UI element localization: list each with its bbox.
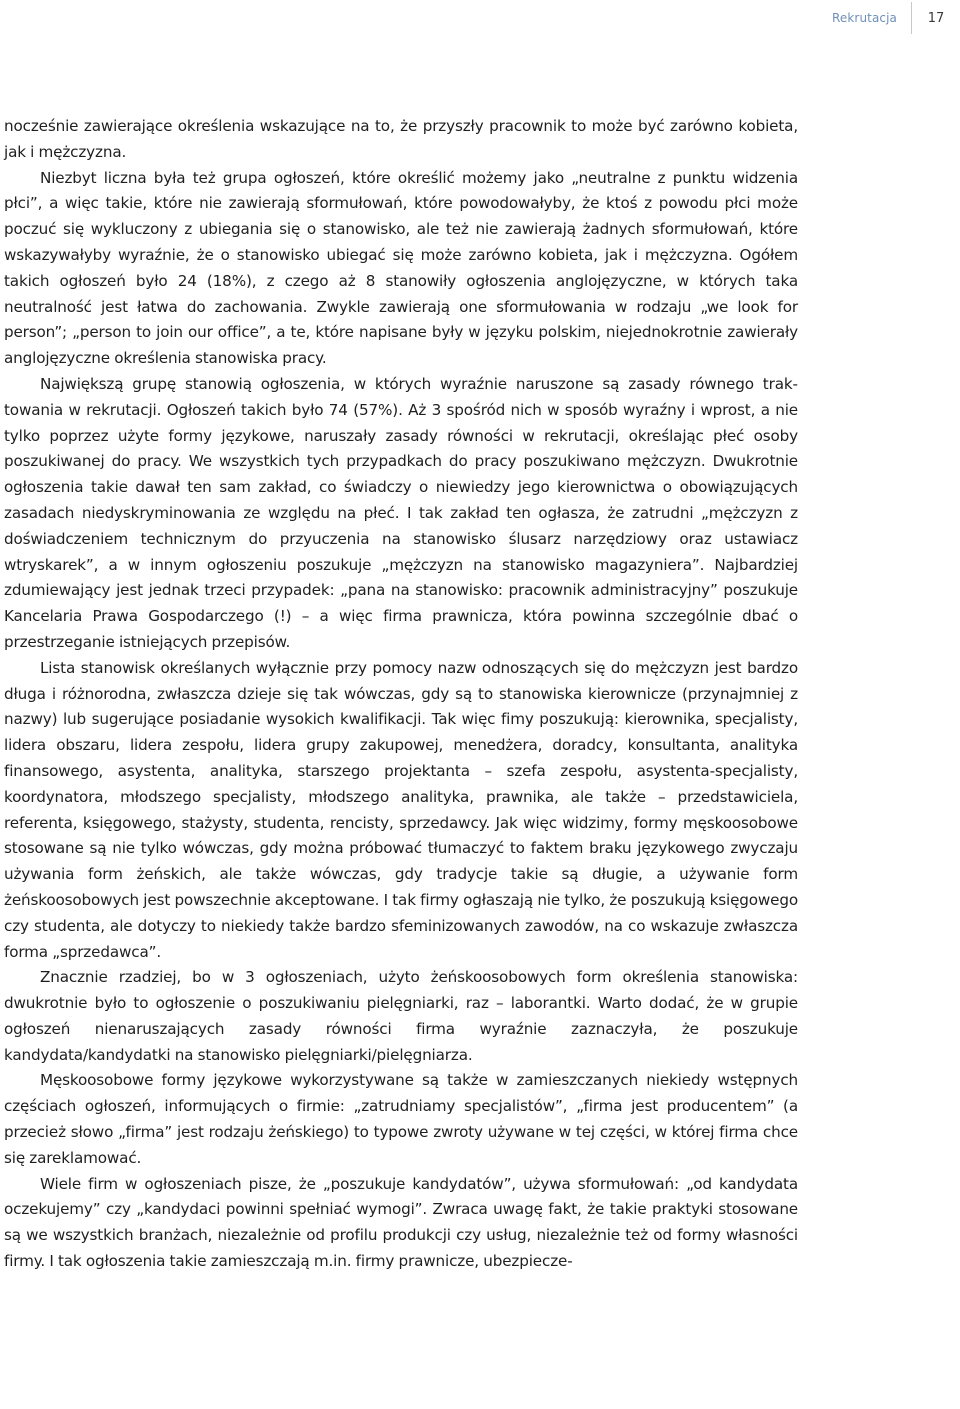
page-number: 17 [927, 10, 945, 26]
running-header [832, 0, 960, 36]
paragraph-position-list: Lista stanowisk określanych wyłącznie przy pomocy nazw odnoszących się do mężczyzn jest bardzo długa i różnorodna, zwłaszcza dzieje się tak wówczas, gdy są to stanowiska kierownicze (przynajmniej z nazwy) lub sugerujące posiadanie wysokich kwalifikacji. Tak więc fimy poszukują: kierownika, specjalisty, lidera obszaru, lidera zespołu, lidera grupy zakupowej, menedżera, doradcy, konsultanta, analityka finansowego, asystenta, analityka, starszego projektanta – szefa zespołu, asystenta-specjalisty, koordynatora, młodszego specjalisty, młodszego analityka, prawnika, ale także – przedstawiciela, referenta, księgowego, stażysty, studenta, rencisty, sprzedawcy. Jak więc widzimy, formy męskoosobowe stosowane są nie tylko wówczas, gdy można próbować tłumaczyć to faktem braku językowego zwyczaju używania form żeńskich, ale także wówczas, gdy tradycje takie są długie, a używanie form żeńskoosobowych jest powszechnie akceptowane. I tak firmy ogłaszają nie tylko, że poszukują księgowego czy studenta, ale dotyczy to niekiedy także bardzo sfeminizowanych zawodów, na co wskazuje zwłaszcza forma „sprzedawca”. [4, 658, 798, 961]
paragraph-feminine-forms: Znacznie rzadziej, bo w 3 ogłoszeniach, użyto żeńskoosobowych form określenia stanowiska: dwukrotnie było to ogłoszenie o poszukiwaniu pielęgniarki, raz – laborantki. Warto dodać, że w grupie ogłoszeń nienaruszających zasady równości firma wyraźnie zaznaczyła, że poszukuje kandydata/kandydatki na stanowisko pielęgniarki/pielęgniarza. [4, 968, 798, 1064]
paragraph-violating-ads: Największą grupę stanowią ogłoszenia, w których wyraźnie naruszone są zasady równego traktowania w rekrutacji. Ogłoszeń takich było 74 (57%). Aż 3 spośród nich w sposób wyraźny i wprost, a nie tylko poprzez użyte formy językowe, naruszały zasady równości w rekrutacji, określając płeć osoby poszukiwanej do pracy. We wszystkich tych przypadkach do pracy poszukiwano mężczyzn. Dwukrotnie ogłoszenia takie dawał ten sam zakład, co świadczy o niewiedzy jego kierownictwa o obowiązujących zasadach niedyskryminowania ze względu na płeć. I tak zakład ten ogłasza, że zatrudni „mężczyzn z doświadczeniem technicznym do przyuczenia na stanowisko ślusarz narzędziowy oraz ustawiacz wtryskarek”, a w innym ogłoszeniu poszukuje „mężczyzn na stanowisko magazyniera”. Najbardziej zdumiewający jest jednak trzeci przypadek: „pana na stanowisko: pracownik administracyjny” poszukuje Kancelaria Prawa Gospodarczego (!) – a więc firma prawnicza, która powinna szczególnie dbać o przestrzeganie istniejących przepisów. [4, 374, 798, 651]
paragraph-neutral-ads: Niezbyt liczna była też grupa ogłoszeń, które określić możemy jako „neutralne z punktu widzenia płci”, a więc takie, które nie zawierają sformułowań, które powodowałyby, że ktoś z powodu płci może poczuć się wykluczony z ubiegania się o stanowisko, ale też nie zawierają żadnych sformułowań, które wskazywałyby wyraźnie, że o stanowisko ubiegać się może zarówno kobieta, jak i mężczyzna. Ogółem takich ogłoszeń było 24 (18%), z czego aż 8 stanowiły ogłoszenia anglojęzyczne, w których taka neutralność jest łatwa do zachowania. Zwykle zawierają one sformułowania w rodzaju „we look for person”; „person to join our office”, a te, które napisane były w języku polskim, niejednokrotnie zawierały anglojęzyczne określenia stanowiska pracy. [4, 168, 798, 368]
section-label: Rekrutacja [831, 11, 897, 25]
paragraph-company-intro: Męskoosobowe formy językowe wykorzystywane są także w zamieszczanych niekiedy wstępnych częściach ogłoszeń, informujących o firmie: „zatrudniamy specjalistów”, „firma jest producentem” (a przecież słowo „firma” jest rodzaju żeńskiego) to typowe zwroty używane w tej części, w której firma chce się zareklamować. [4, 1071, 798, 1167]
paragraph-continuation: nocześnie zawierające określenia wskazujące na to, że przyszły pracownik to może być zarówno kobieta, jak i mężczyzna. [4, 117, 798, 161]
paragraph-candidates: Wiele firm w ogłoszeniach pisze, że „poszukuje kandydatów”, używa sformułowań: „od kandydata oczekujemy” czy „kandydaci powinni spełniać wymogi”. Zwraca uwagę fakt, że takie praktyki stosowane są we wszystkich branżach, niezależnie od profilu produkcji czy usług, niezależnie też od formy własności firmy. I tak ogłoszenia takie zamieszczają m.in. firmy prawnicze, ubezpiecze- [4, 1174, 798, 1271]
body-text [4, 114, 798, 1275]
